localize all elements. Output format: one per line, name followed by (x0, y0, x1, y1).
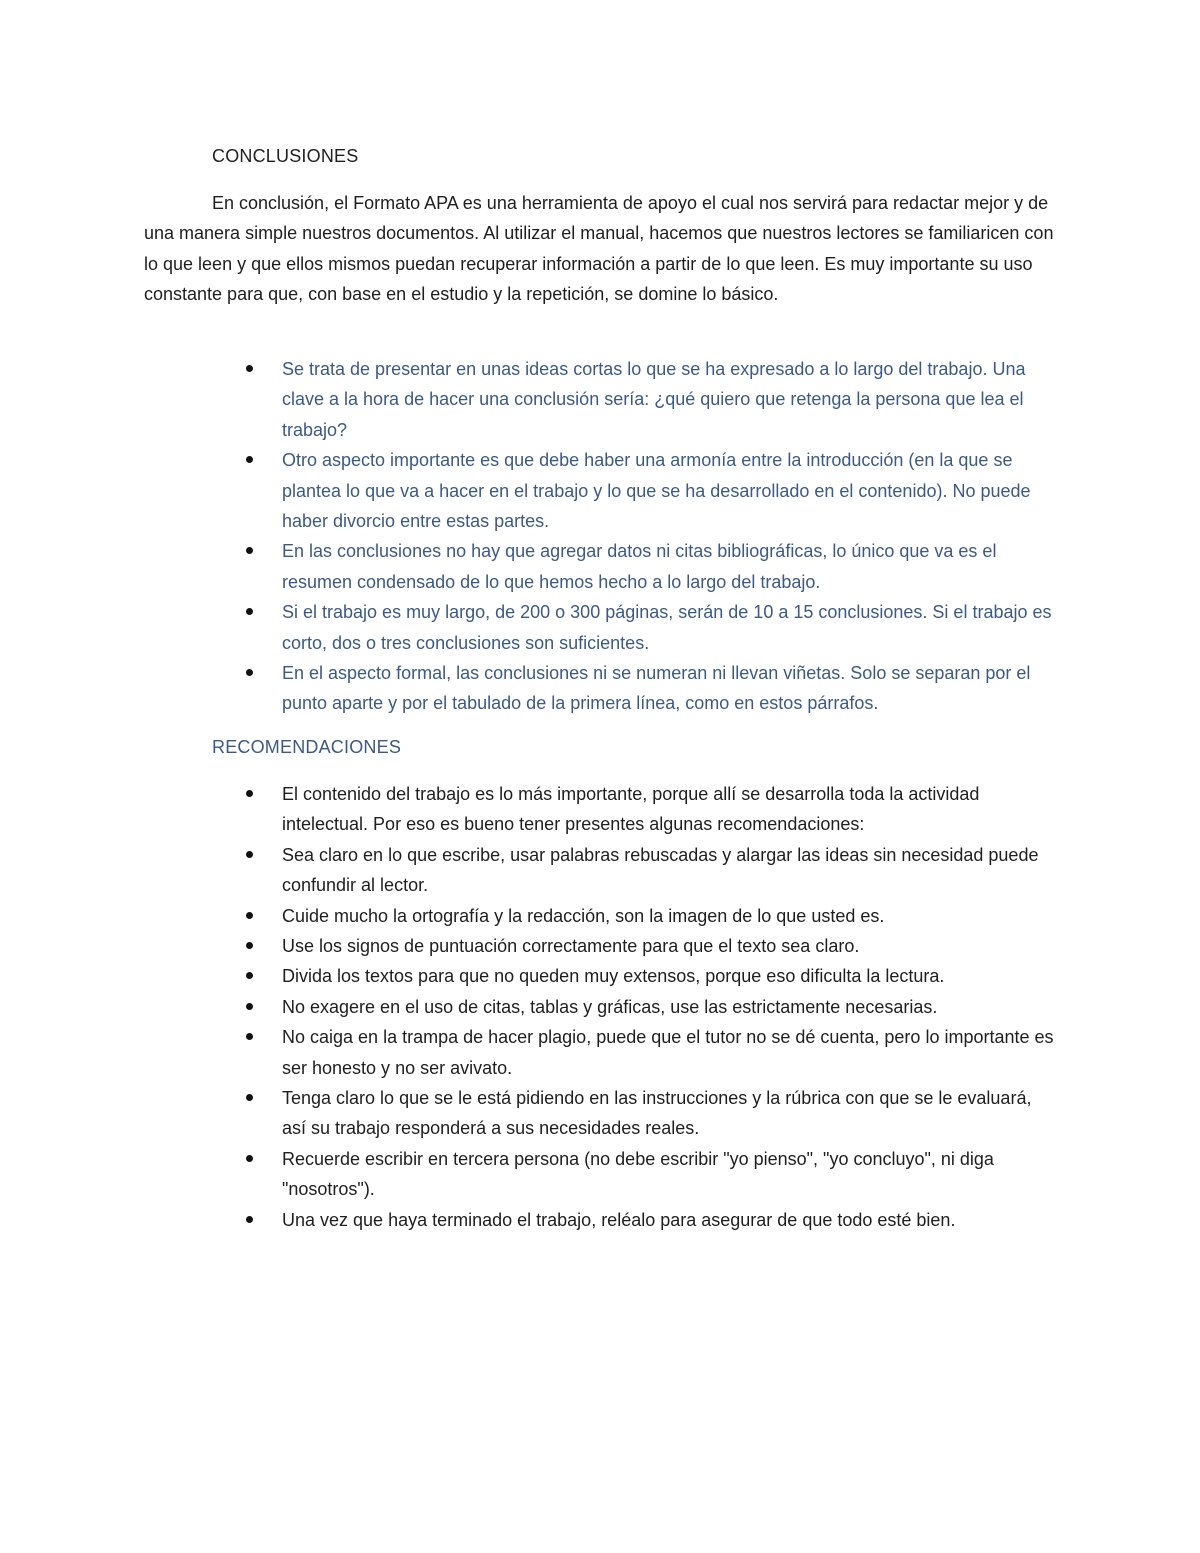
list-item (282, 1144, 1057, 1205)
list-item-text: Divida los textos para que no queden muy extensos, porque eso dificulta la lectura. (282, 966, 945, 987)
list-item-text: En el aspecto formal, las conclusiones ni se numeran ni llevan viñetas. Solo se separan por el punto aparte y por el tabulado de la primera línea, como en estos párrafos. (282, 663, 1031, 714)
bullet-dot-icon (246, 1003, 253, 1010)
list-item-text: Recuerde escribir en tercera persona (no debe escribir "yo pienso", "yo concluyo", ni diga "nosotros"). (282, 1148, 994, 1200)
bullet-dot-icon (246, 912, 253, 919)
list-item (282, 1205, 1057, 1235)
bullet-dot-icon (246, 942, 253, 949)
bullet-dot-icon (246, 851, 253, 858)
list-item-text: Si el trabajo es muy largo, de 200 o 300 páginas, serán de 10 a 15 conclusiones. Si el trabajo es corto, dos o tres conclusiones son suficientes. (282, 602, 1052, 653)
list-item (282, 1083, 1057, 1144)
list-item (282, 840, 1057, 901)
list-item (282, 931, 1057, 961)
list-item (282, 354, 1062, 445)
bullet-dot-icon (246, 1155, 253, 1162)
bullet-dot-icon (246, 1033, 253, 1040)
list-item-text: Cuide mucho la ortografía y la redacción, son la imagen de lo que usted es. (282, 905, 885, 926)
list-item (282, 901, 1057, 931)
list-item-text: Otro aspecto importante es que debe haber una armonía entre la introducción (en la que se plantea lo que va a hacer en el trabajo y lo que se ha desarrollado en el contenido). No puede haber divorcio entre estas partes. (282, 450, 1031, 532)
recomendaciones-heading: RECOMENDACIONES (212, 737, 402, 757)
list-item-text: No caiga en la trampa de hacer plagio, puede que el tutor no se dé cuenta, pero lo importante es ser honesto y no ser avivato. (282, 1027, 1054, 1078)
list-item (282, 992, 1057, 1022)
bullet-dot-icon (246, 972, 253, 979)
list-item-text: Una vez que haya terminado el trabajo, reléalo para asegurar de que todo esté bien. (282, 1209, 956, 1230)
conclusiones-bullet-list (282, 354, 1062, 719)
list-item-text: Se trata de presentar en unas ideas cortas lo que se ha expresado a lo largo del trabajo. Una clave a la hora de hacer una conclusión sería: ¿qué quiero que retenga la persona que lea el trabajo? (282, 359, 1026, 440)
list-item (282, 961, 1057, 991)
list-item-text: El contenido del trabajo es lo más importante, porque allí se desarrolla toda la actividad intelectual. Por eso es bueno tener presentes algunas recomendaciones: (282, 784, 980, 835)
bullet-dot-icon (246, 547, 253, 554)
bullet-dot-icon (246, 1094, 253, 1101)
list-item-text: No exagere en el uso de citas, tablas y gráficas, use las estrictamente necesarias. (282, 996, 938, 1017)
bullet-dot-icon (246, 669, 253, 676)
list-item (282, 658, 1062, 719)
list-item-text: En las conclusiones no hay que agregar datos ni citas bibliográficas, lo único que va es el resumen condensado de lo que hemos hecho a lo largo del trabajo. (282, 541, 997, 592)
conclusiones-heading: CONCLUSIONES (212, 146, 359, 166)
bullet-dot-icon (246, 1216, 253, 1223)
bullet-dot-icon (246, 790, 253, 797)
list-item-text: Tenga claro lo que se le está pidiendo en las instrucciones y la rúbrica con que se le evaluará, así su trabajo responderá a sus necesidades reales. (282, 1088, 1032, 1139)
list-item-text: Sea claro en lo que escribe, usar palabras rebuscadas y alargar las ideas sin necesidad puede confundir al lector. (282, 844, 1039, 896)
recomendaciones-bullet-list (282, 779, 1057, 1235)
conclusiones-intro-paragraph: En conclusión, el Formato APA es una herramienta de apoyo el cual nos servirá para redactar mejor y de una manera simple nuestros documentos. Al utilizar el manual, hacemos que nuestros lectores se familiaricen con lo que leen y que ellos mismos puedan recuperar información a partir de lo que leen. Es muy importante su uso constante para que, con base en el estudio y la repetición, se domine lo básico. (144, 193, 1054, 305)
list-item (282, 536, 1062, 597)
bullet-dot-icon (246, 365, 253, 372)
list-item (282, 1022, 1057, 1083)
bullet-dot-icon (246, 456, 253, 463)
list-item (282, 597, 1062, 658)
list-item (282, 445, 1062, 536)
list-item-text: Use los signos de puntuación correctamente para que el texto sea claro. (282, 936, 860, 957)
bullet-dot-icon (246, 608, 253, 615)
list-item (282, 779, 1057, 840)
